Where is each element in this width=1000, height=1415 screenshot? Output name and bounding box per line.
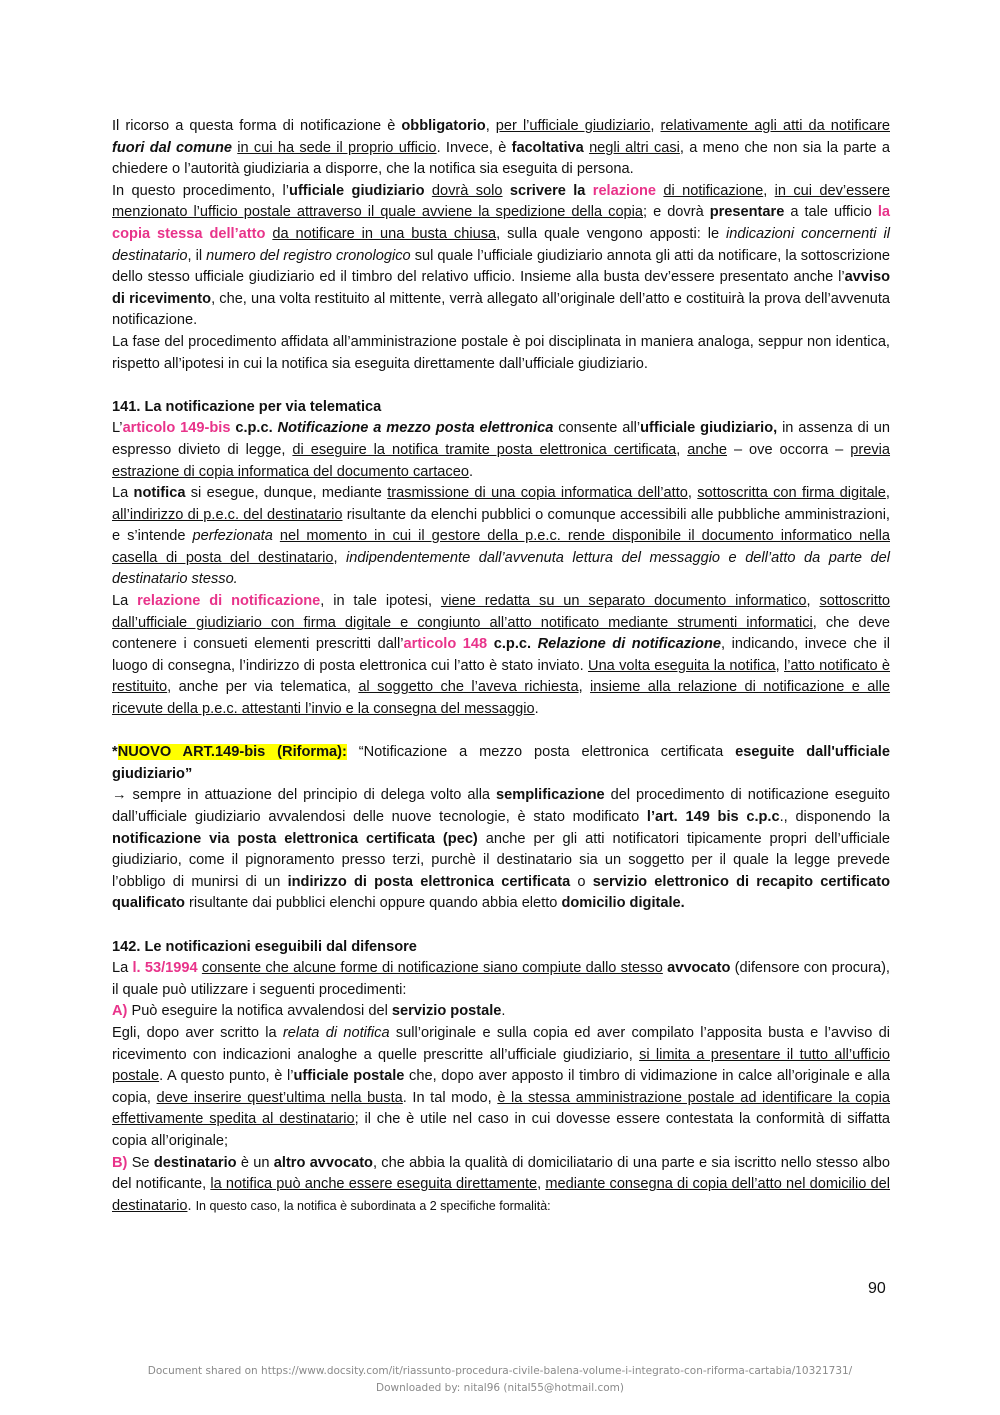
article-reference: articolo 148	[403, 636, 488, 653]
text: , il	[187, 247, 207, 264]
text: Egli, dopo aver scritto la	[112, 1024, 283, 1041]
small-text: In questo caso, la notifica è subordinata a 2 specifiche formalità:	[195, 1198, 551, 1213]
text: .	[534, 701, 539, 718]
text: risultante dai pubblici elenchi oppure quando abbia eletto	[184, 895, 562, 912]
text: La	[112, 485, 134, 502]
bold-text: c.p.c.	[493, 636, 532, 653]
heading-text: 142. Le notificazioni eseguibili dal difensore	[112, 938, 417, 955]
bold-text: avviso di ricevimento	[112, 269, 890, 307]
bold-text: scrivere la	[509, 182, 586, 199]
bold-text: ufficiale giudiziario,	[640, 420, 778, 437]
paragraph	[112, 116, 890, 181]
law-reference: l. 53/1994	[132, 960, 198, 977]
text: o	[570, 873, 593, 890]
underlined-text: la notifica può anche essere eseguita direttamente	[210, 1176, 538, 1193]
text: risultante da elenchi pubblici o comunque accessibili alle pubbliche amministrazioni, e s’intende	[112, 506, 890, 545]
paragraph: La fase del procedimento affidata all’amministrazione postale è poi disciplinata in maniera analoga, seppur non identica, rispetto all’ipotesi in cui la notifica sia eseguita direttamente dall’ufficiale giudiziario.	[112, 333, 890, 372]
text: .	[468, 463, 473, 480]
underlined-text: l’atto notificato è restituito	[112, 657, 891, 696]
highlight-term: la copia stessa dell’atto	[112, 204, 890, 242]
paragraph	[112, 1001, 890, 1023]
asterisk: *	[112, 744, 118, 761]
text: ,	[775, 657, 785, 674]
underlined-text: nel momento in cui il gestore della p.e.c. rende disponibile il documento informatico nella casella di posta del destinatario	[112, 528, 890, 566]
underlined-text: Una volta eseguita la notifica	[588, 657, 776, 674]
text: ., disponendo la	[779, 809, 890, 825]
text: ,	[806, 593, 820, 610]
section-heading-142	[112, 937, 890, 959]
text: In questo procedimento, l’	[112, 182, 290, 199]
text: Se	[127, 1154, 154, 1171]
italic-text: indipendentemente dall’avvenuta lettura del messaggio e dell’atto da parte del destinatario stesso.	[112, 549, 891, 588]
text: ,	[885, 485, 890, 502]
italic-text: relata di notifica	[282, 1024, 390, 1041]
text: , in tale ipotesi,	[320, 593, 441, 610]
paragraph	[112, 958, 890, 1001]
highlight-term: relazione	[592, 182, 657, 199]
underlined-text: trasmissione di una copia informatica dell’atto	[387, 485, 688, 502]
paragraph	[112, 742, 890, 785]
underlined-text: relativamente agli atti da notificare	[660, 118, 890, 134]
text: .	[187, 1197, 196, 1214]
text: anche per gli atti notificatori tipicamente propri dell’ufficiale giudiziario, come il pignoramento presso terzi, purchè il destinatario sia un soggetto per il quale la legge prevede l’obbligo di munirsi di un	[112, 830, 890, 890]
text: . A questo punto, è l’	[159, 1068, 294, 1085]
underlined-text: consente che alcune forme di notificazione siano compiute dallo stesso	[201, 960, 663, 977]
text: La	[112, 960, 133, 977]
underlined-text: sottoscritto dall’ufficiale giudiziario con firma digitale e congiunto all’atto notificato mediante strumenti informatici	[112, 593, 891, 631]
document-body	[112, 116, 890, 1217]
footer-shared-link[interactable]: Document shared on https://www.docsity.com/it/riassunto-procedura-civile-balena-volume-i-integrato-con-riforma-cartabia/10321731/	[147, 1365, 853, 1377]
text: ,	[650, 118, 661, 134]
bold-text: avvocato	[667, 960, 731, 977]
bold-text: notifica	[133, 485, 186, 502]
text: ,	[333, 549, 347, 566]
text: – ove occorra –	[727, 441, 851, 458]
text: , a meno che non sia la parte a chiedere o l’autorità giudiziaria a disporre, che la notifica sia eseguita di persona.	[112, 139, 890, 178]
text: , indicando, invece che il luogo di consegna, l’indirizzo di posta elettronica cui l’atto è stato inviato.	[112, 636, 891, 674]
text: , sulla quale vengono apposti: le	[496, 225, 727, 242]
text: consente all’	[553, 420, 641, 437]
bold-text: domicilio digitale.	[561, 895, 685, 912]
text: è un	[236, 1154, 274, 1171]
section-heading-141	[112, 397, 890, 419]
underlined-text: dovrà solo	[431, 182, 503, 199]
bold-text: notificazione via posta elettronica certificata (pec)	[112, 830, 478, 847]
text: ,	[687, 485, 698, 502]
underlined-text: è la stessa amministrazione postale ad identificare la copia effettivamente spedita al destinatario	[112, 1089, 891, 1128]
text: in assenza di un espresso divieto di legge,	[112, 420, 890, 458]
article-reference: articolo 149-bis	[122, 420, 231, 437]
text: , anche per via telematica,	[167, 679, 359, 696]
bold-text: eseguite dall'ufficiale giudiziario”	[112, 744, 890, 782]
text: del procedimento di notificazione eseguito dall’ufficiale giudiziario avvalendosi delle nuove tecnologie, è stato modificato	[112, 787, 890, 825]
text: , che, una volta restituito al mittente, verrà allegato all’originale dell’atto e costituirà la prova dell’avvenuta notificazione.	[112, 290, 890, 329]
underlined-text: da notificare in una busta chiusa	[272, 225, 497, 242]
underlined-text: insieme alla relazione di notificazione e alle ricevute della p.e.c. attestanti l’invio e la consegna del messaggio	[112, 679, 891, 718]
underlined-text: mediante consegna di copia dell’atto nel domicilio del destinatario	[112, 1176, 891, 1214]
italic-text: perfezionata	[192, 528, 273, 545]
bold-text: facoltativa	[511, 139, 584, 156]
text: ,	[763, 182, 775, 199]
text: La	[112, 593, 138, 610]
bold-text: c.p.c.	[235, 420, 273, 437]
text	[503, 183, 510, 199]
bold-italic-text: Notificazione a mezzo posta elettronica	[277, 420, 554, 437]
text: L’	[112, 420, 123, 437]
arrow-right-icon: →	[112, 787, 127, 804]
text: “Notificazione a mezzo posta elettronica certificata	[346, 744, 736, 761]
bold-text: presentare	[709, 204, 785, 221]
underlined-text: sottoscritta con firma digitale	[697, 485, 886, 502]
underlined-text: negli altri casi	[589, 139, 680, 156]
bold-text: l’art. 149 bis c.p.c	[646, 809, 780, 825]
bold-text: semplificazione	[496, 787, 605, 804]
bold-text: obbligatorio	[401, 118, 486, 134]
heading-text: 141. La notificazione per via telematica	[112, 398, 382, 415]
text: (difensore con procura), il quale può utilizzare i seguenti procedimenti:	[112, 960, 890, 998]
text: , che deve contenere i consueti elementi prescritti dall’	[112, 614, 890, 653]
paragraph	[112, 1153, 890, 1218]
bold-italic-text: fuori dal comune	[112, 139, 232, 156]
text: che, dopo aver apposto il timbro di vidimazione in calce all’originale e alla copia,	[112, 1068, 890, 1106]
underlined-text: viene redatta su un separato documento informatico	[440, 593, 807, 610]
underlined-text: previa estrazione di copia informatica del documento cartaceo	[112, 441, 891, 480]
underlined-text: di eseguire la notifica tramite posta elettronica certificata	[292, 441, 677, 458]
underlined-text: si limita a presentare il tutto all’ufficio postale	[112, 1046, 890, 1085]
text: sempre in attuazione del principio di delega volto alla	[126, 787, 496, 804]
underlined-text: in cui dev’essere menzionato l’ufficio postale attraverso il quale avviene la spedizione della copia	[112, 182, 890, 221]
text: ,	[676, 441, 688, 458]
text: . Invece, è	[436, 139, 512, 156]
text: ; il che è utile nel caso in cui dovesse essere contestata la conformità di siffatta copia all’originale;	[112, 1111, 890, 1149]
underlined-text: di notificazione	[663, 182, 764, 199]
text: .	[501, 1003, 506, 1020]
highlight-term: relazione di notificazione	[137, 593, 321, 610]
underlined-text: anche	[687, 441, 727, 458]
text: Il ricorso a questa forma di notificazione è	[112, 118, 402, 134]
list-marker: B)	[112, 1154, 128, 1171]
text: Può eseguire la notifica avvalendosi del	[127, 1003, 392, 1020]
text: ; e dovrà	[643, 204, 710, 221]
text: . In tal modo,	[402, 1089, 498, 1106]
paragraph	[112, 785, 890, 915]
underlined-text: per l’ufficiale giudiziario	[495, 118, 651, 134]
bold-text: destinatario	[153, 1154, 237, 1171]
underlined-text: al soggetto che l’aveva richiesta	[358, 679, 579, 696]
paragraph	[112, 181, 890, 332]
text: ,	[537, 1176, 546, 1193]
underlined-text: in cui ha sede il proprio ufficio	[237, 139, 437, 156]
paragraph	[112, 483, 890, 591]
underlined-text: deve inserire quest’ultima nella busta	[156, 1089, 403, 1106]
text: ,	[485, 118, 496, 134]
paragraph	[112, 591, 890, 721]
text: sul quale l’ufficiale giudiziario annota gli atti da notificare, la sottoscrizione dello stesso ufficiale giudiziario ed il timbro del relativo ufficio. Insieme alla busta dev’essere presentato anche l’	[112, 247, 890, 286]
paragraph	[112, 1023, 890, 1153]
highlighted-heading: NUOVO ART.149-bis (Riforma):	[117, 744, 347, 761]
text	[585, 183, 592, 199]
bold-text: indirizzo di posta elettronica certificata	[287, 873, 571, 890]
text: si esegue, dunque, mediante	[185, 485, 388, 502]
bold-italic-text: Relazione di notificazione	[537, 636, 721, 653]
text: sull’originale e sulla copia ed aver compilato l’apposita busta e l’avviso di ricevimento con indicazioni analoghe a quelle prescritte all’ufficiale giudiziario,	[112, 1024, 891, 1063]
footer-downloaded-by: Downloaded by: nital96 (nital55@hotmail.com)	[376, 1382, 624, 1394]
underlined-text: all’indirizzo di p.e.c. del destinatario	[112, 506, 343, 523]
italic-text: numero del registro cronologico	[206, 247, 411, 264]
text	[425, 183, 432, 199]
text: ,	[578, 679, 591, 696]
bold-text: servizio elettronico di recapito certificato qualificato	[112, 873, 890, 912]
list-marker: A)	[112, 1003, 128, 1020]
bold-text: ufficiale postale	[293, 1068, 405, 1085]
bold-text: ufficiale giudiziario	[289, 182, 425, 199]
paragraph	[112, 418, 890, 483]
page-number: 90	[868, 1280, 886, 1297]
text: a tale ufficio	[784, 204, 878, 221]
text: , che abbia la qualità di domiciliatario di una parte e sia iscritto nello stesso albo del notificante,	[112, 1154, 890, 1193]
text	[273, 528, 280, 544]
bold-text: altro avvocato	[273, 1154, 373, 1171]
italic-text: indicazioni concernenti il destinatario	[112, 225, 890, 264]
bold-text: servizio postale	[391, 1003, 502, 1020]
